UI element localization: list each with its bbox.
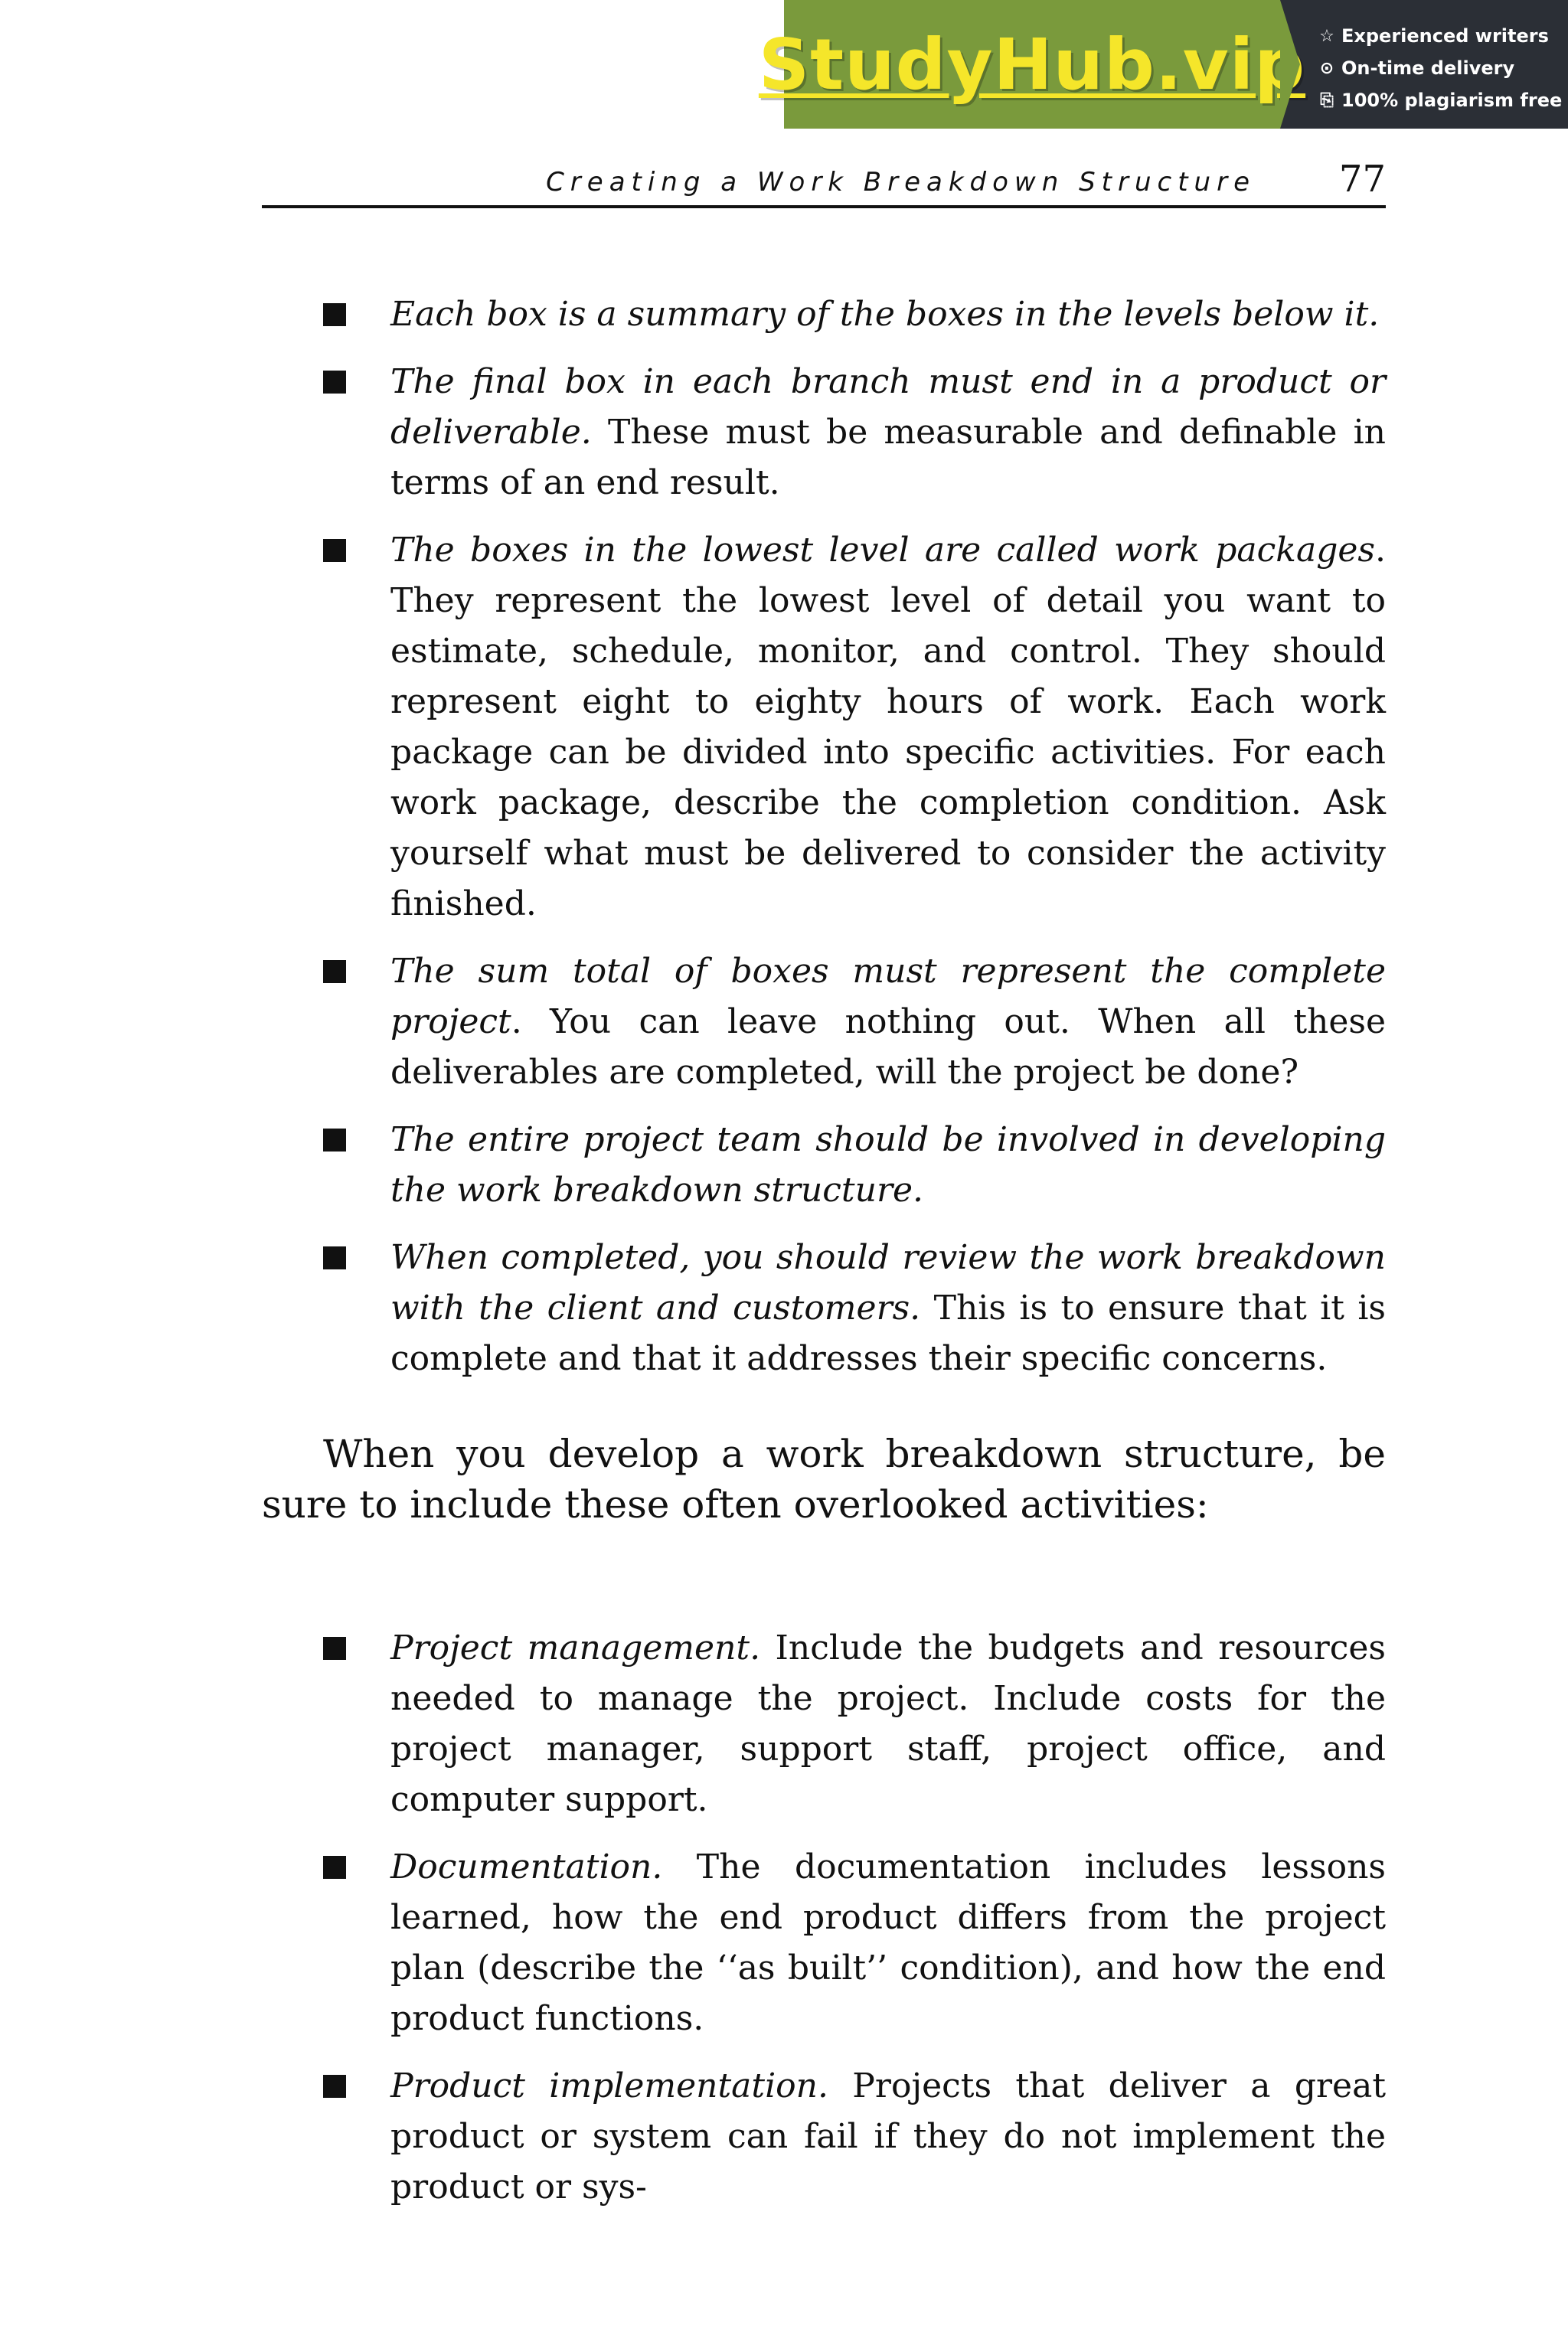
item-lead: The final box in each branch must end in a product or deliverable. (390, 362, 1386, 452)
list-item (262, 1115, 1386, 1216)
feature-experienced-writers (1317, 20, 1568, 52)
feature-label: Experienced writers (1341, 25, 1549, 47)
banner-features (1280, 0, 1568, 129)
square-bullet-icon (323, 371, 346, 394)
item-lead: Documentation. (390, 1847, 663, 1886)
item-lead: The entire project team should be involved in developing the work breakdown structure. (390, 1120, 1386, 1210)
ad-banner[interactable] (758, 0, 1568, 129)
item-lead: The boxes in the lowest level are called work packages (390, 531, 1375, 570)
list-item (262, 357, 1386, 508)
item-lead: Project management. (390, 1628, 761, 1668)
item-text: The documentation includes lessons learned, how the end product differs from the project plan (describe the ‘‘as built’’ condition), and how the end product functions. (390, 1847, 1386, 2038)
list-item (262, 1842, 1386, 2044)
banner-logo[interactable] (758, 0, 1306, 129)
bullet-list-overlooked-activities (262, 1623, 1386, 2230)
item-text: Projects that deliver a great product or system can fail if they do not implement the product or sys- (390, 2066, 1386, 2207)
item-text: Include the budgets and resources needed to manage the project. Include costs for the project manager, support staff, project office, and computer support. (390, 1628, 1386, 1819)
clock-icon: ⊙ (1319, 58, 1334, 78)
item-lead: Product implementation. (390, 2066, 828, 2105)
square-bullet-icon (323, 1129, 346, 1152)
square-bullet-icon (323, 960, 346, 983)
star-icon: ☆ (1319, 26, 1334, 46)
list-item (262, 2061, 1386, 2213)
document-check-icon: ⎘ (1320, 90, 1334, 110)
item-text: . You can leave nothing out. When all these deliverables are completed, will the project be done? (390, 1002, 1386, 1092)
banner-logo-text: StudyHub.vip (758, 23, 1306, 106)
item-lead: Each box is a summary of the boxes in the levels below it. (390, 295, 1380, 334)
list-item (262, 946, 1386, 1098)
square-bullet-icon (323, 2075, 346, 2098)
body-paragraph: When you develop a work breakdown structure, be sure to include these often overlooked activities: (262, 1432, 1386, 1527)
item-lead: The sum total of boxes must represent the complete project (390, 952, 1386, 1041)
square-bullet-icon (323, 1856, 346, 1879)
page-number: 77 (1338, 158, 1386, 201)
list-item (262, 1623, 1386, 1825)
square-bullet-icon (323, 303, 346, 326)
bullet-list-wbs-rules (262, 289, 1386, 1401)
feature-plagiarism-free (1317, 84, 1568, 116)
feature-label: 100% plagiarism free (1341, 90, 1563, 111)
item-text: This is to ensure that it is complete and that it addresses their specific concerns. (390, 1289, 1387, 1378)
item-text: . They represent the lowest level of detail you want to estimate, schedule, monitor, and control. They should represent eight to eighty hours of work. Each work package can be divided into specific activities. For each work package, describe the completion condition. Ask yourself what must be delivered to consider the activity finished. (390, 531, 1386, 923)
list-item (262, 525, 1386, 929)
square-bullet-icon (323, 539, 346, 562)
feature-label: On-time delivery (1341, 57, 1515, 79)
item-lead: When completed, you should review the work breakdown with the client and customers. (390, 1238, 1386, 1328)
list-item (262, 1233, 1386, 1384)
running-header (262, 159, 1386, 208)
square-bullet-icon (323, 1246, 346, 1269)
feature-on-time-delivery (1317, 52, 1568, 84)
running-title: Creating a Work Breakdown Structure (546, 167, 1256, 198)
item-text: These must be measurable and definable in terms of an end result. (390, 413, 1386, 502)
square-bullet-icon (323, 1637, 346, 1660)
list-item (262, 289, 1386, 340)
